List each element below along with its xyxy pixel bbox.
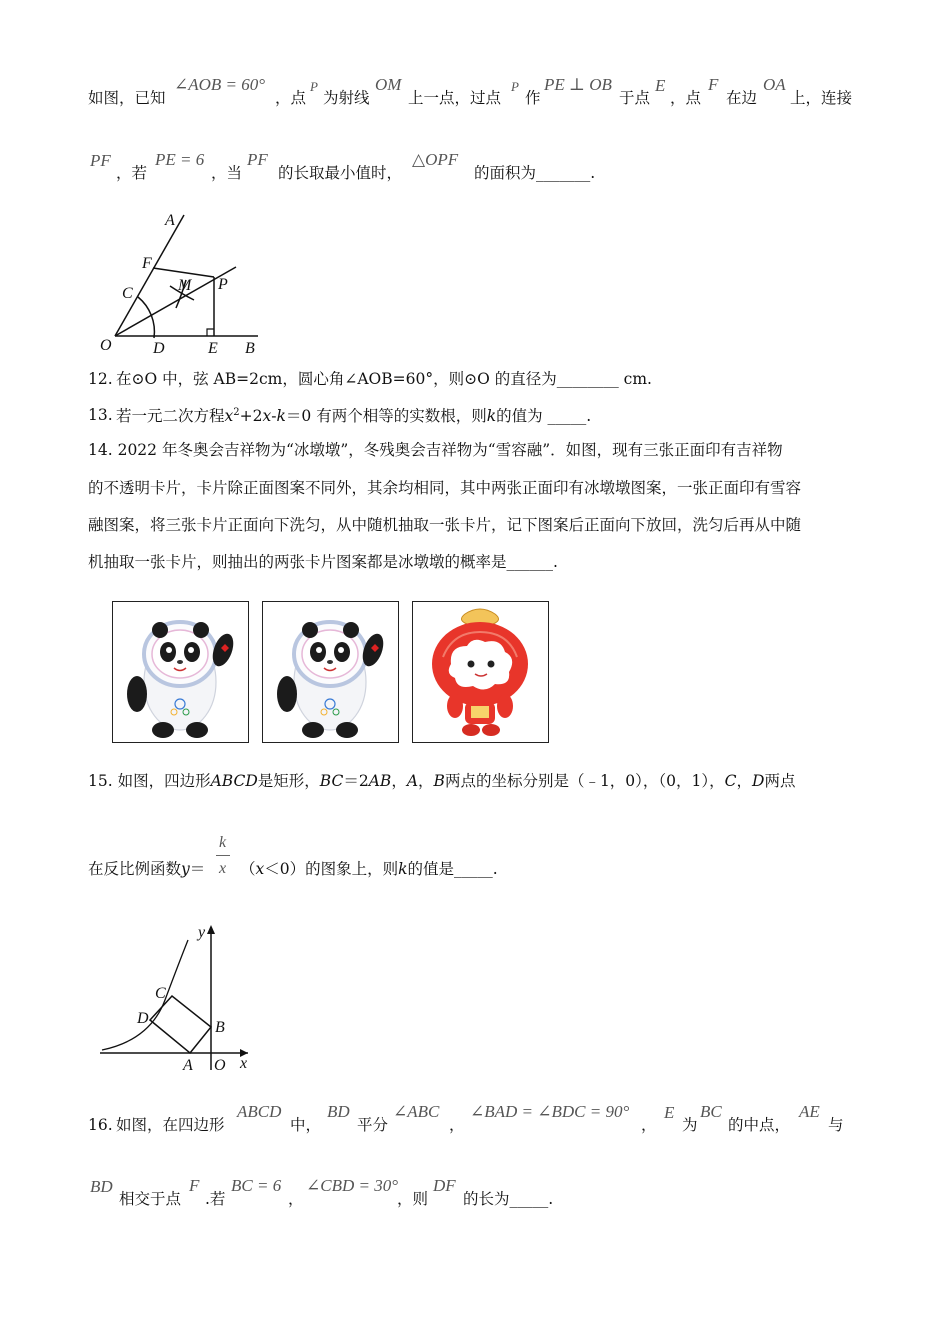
lantern-mascot-icon — [413, 602, 547, 741]
math: ∠AOB = 60° — [174, 75, 266, 94]
text: 的中点， — [728, 1116, 791, 1134]
label-F: F — [142, 255, 152, 272]
segment-FP — [153, 268, 214, 277]
question-text: 在反比例函数y＝ — [88, 860, 206, 878]
text: ， — [449, 1116, 465, 1134]
math: BC — [700, 1102, 722, 1121]
panda-mascot-icon — [113, 602, 247, 741]
text: .若 — [205, 1190, 226, 1208]
text: 上一点，过点 — [408, 89, 502, 107]
question-text: （x＜0）的图象上，则k的值是_____. — [240, 860, 498, 878]
question-number: 13. — [88, 406, 113, 424]
label-C: C — [122, 285, 133, 302]
label-D: D — [137, 1010, 149, 1027]
text: 的长取最小值时， — [278, 164, 403, 182]
math: F — [708, 75, 719, 94]
text: 于点 — [619, 89, 651, 107]
label-M: M — [178, 277, 192, 294]
label-C: C — [155, 985, 166, 1002]
math: ∠ABC — [393, 1102, 440, 1121]
text: 与 — [828, 1116, 844, 1134]
q14-line: 机抽取一张卡片，则抽出的两张卡片图案都是冰墩墩的概率是______. — [88, 553, 558, 571]
fraction-numerator: k — [219, 834, 227, 851]
q14-line: 14. 2022 年冬奥会吉祥物为“冰墩墩”，冬残奥会吉祥物为“雪容融”．如图，现有三张正面印有吉祥物 — [88, 441, 783, 459]
text: 如图，已知 — [88, 89, 166, 107]
q15-figure — [95, 915, 265, 1075]
math: PF — [90, 151, 111, 170]
label-P: P — [218, 276, 228, 293]
fraction-bar — [216, 855, 230, 856]
label-A: A — [183, 1057, 193, 1074]
math: BD — [90, 1177, 113, 1196]
text: 平分 — [357, 1116, 389, 1134]
question-text: 若一元二次方程$x^2+2x-k=0$ 有两个相等的实数根，则k的值为 _____. — [116, 407, 592, 426]
math: AE — [799, 1102, 820, 1121]
math: OA — [763, 75, 786, 94]
text: ，若 — [116, 164, 148, 182]
card-bing-dwen-dwen-2 — [262, 601, 399, 743]
label-B: B — [215, 1019, 225, 1036]
math: P — [310, 79, 318, 94]
math: P — [511, 79, 519, 94]
text: 如图，在四边形 — [116, 1116, 225, 1134]
question-number: 12. — [88, 370, 113, 388]
math: E — [655, 76, 666, 95]
q14-line: 融图案，将三张卡片正面向下洗匀，从中随机抽取一张卡片，记下图案后正面向下放回，洗匀后再从中随 — [88, 516, 802, 534]
rectangle-ABCD — [150, 996, 211, 1053]
math: BC = 6 — [231, 1176, 282, 1195]
card-bing-dwen-dwen-1 — [112, 601, 249, 743]
ray-OA — [115, 215, 184, 336]
math: F — [189, 1176, 200, 1195]
text: 作 — [525, 89, 541, 107]
text: ， — [641, 1116, 657, 1134]
fraction-denominator: x — [219, 860, 227, 877]
y-axis-arrow-icon — [207, 925, 215, 934]
question-text: 在⊙O 中，弦 AB=2cm，圆心角∠AOB=60°，则⊙O 的直径为________ cm. — [116, 370, 652, 388]
text: 为射线 — [323, 89, 370, 107]
text: 在边 — [726, 89, 758, 107]
math: △OPF — [412, 150, 459, 169]
text: 为 — [682, 1116, 698, 1134]
text: 相交于点 — [119, 1190, 182, 1208]
label-A: A — [165, 212, 175, 229]
text: 上，连接 — [790, 89, 853, 107]
math: PF — [247, 150, 268, 169]
label-O: O — [214, 1057, 226, 1074]
math: DF — [433, 1176, 456, 1195]
label-x: x — [240, 1055, 248, 1072]
text: 中， — [290, 1116, 322, 1134]
math: OM — [375, 75, 402, 94]
math: ∠CBD = 30° — [306, 1176, 399, 1195]
hyperbola-curve — [102, 940, 188, 1050]
text: ，则 — [397, 1190, 429, 1208]
text: 的面积为_______. — [474, 164, 596, 182]
question-number: 16. — [88, 1116, 113, 1134]
math: E — [664, 1103, 675, 1122]
label-y: y — [198, 924, 206, 941]
text: ，当 — [211, 164, 243, 182]
math: BD — [327, 1102, 350, 1121]
panda-mascot-icon — [263, 602, 397, 741]
math: PE = 6 — [155, 150, 205, 169]
card-xue-rong-rong — [412, 601, 549, 743]
label-D: D — [153, 340, 165, 357]
math: ABCD — [237, 1102, 282, 1121]
label-E: E — [208, 340, 218, 357]
label-B: B — [245, 340, 255, 357]
q14-line: 的不透明卡片，卡片除正面图案不同外，其余均相同，其中两张正面印有冰墩墩图案，一张正面印有雪容 — [88, 479, 802, 497]
text: ，点 — [275, 89, 307, 107]
math: ∠BAD = ∠BDC = 90° — [470, 1102, 630, 1121]
right-angle-mark — [207, 329, 214, 336]
text: ， — [288, 1190, 304, 1208]
q11-figure — [95, 205, 270, 360]
label-O: O — [100, 337, 112, 354]
math: PE ⊥ OB — [544, 75, 612, 94]
text: 的长为_____. — [463, 1190, 554, 1208]
text: ，点 — [670, 89, 702, 107]
question-text: 15. 如图，四边形ABCD是矩形，BC＝2AB，A，B两点的坐标分别是（﹣1，0），（0，1），C，D两点 — [88, 772, 796, 790]
